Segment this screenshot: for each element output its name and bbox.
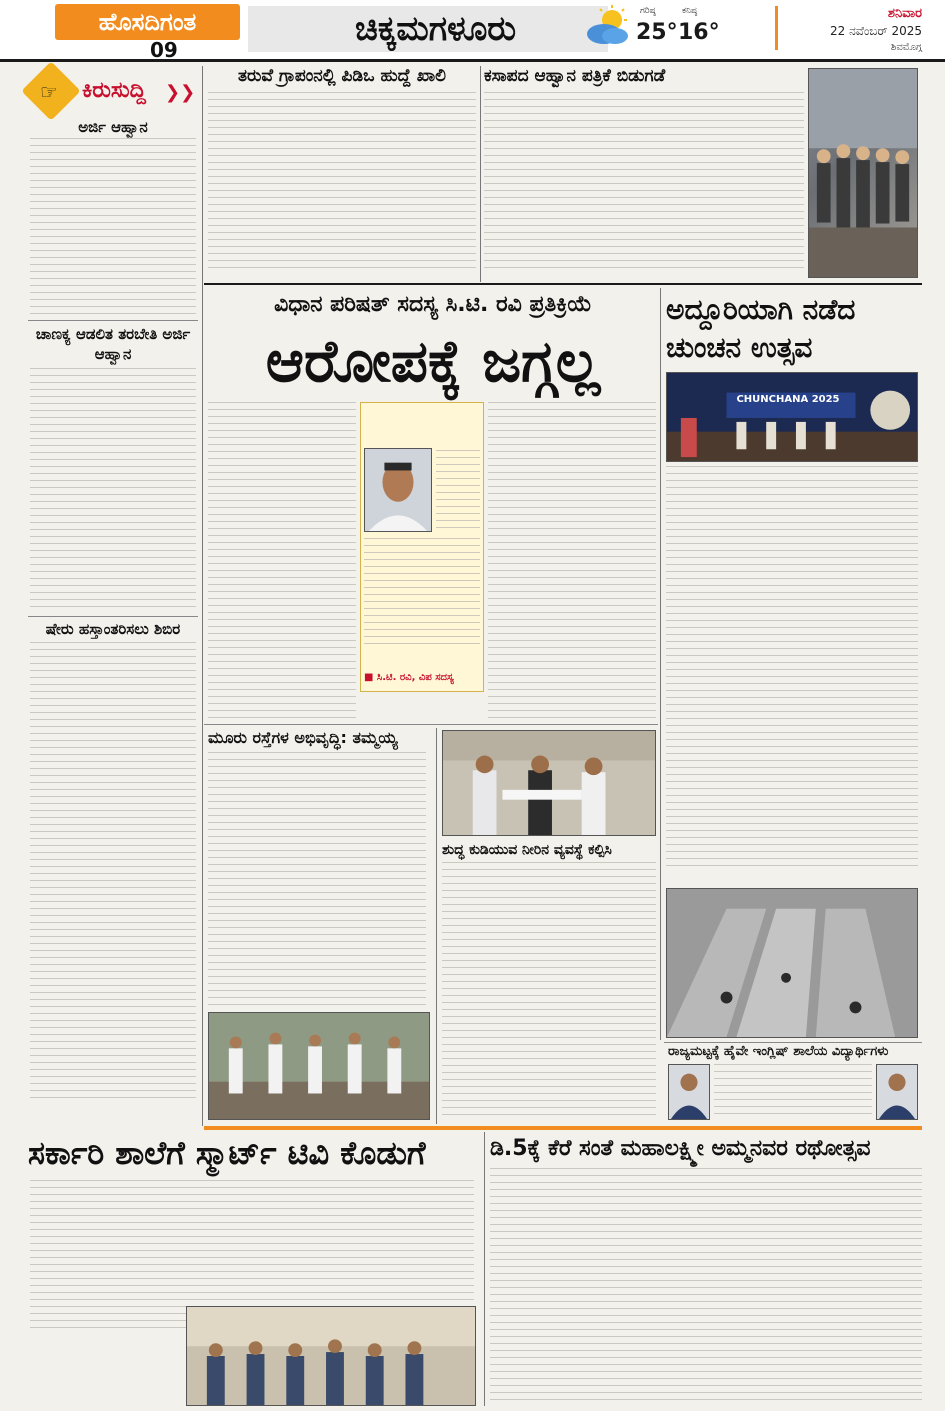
chunchana-headline-1: ಅದ್ದೂರಿಯಾಗಿ ನಡೆದ	[666, 293, 856, 326]
brief-body	[30, 368, 196, 612]
divider	[28, 616, 198, 617]
quote-side-lines	[436, 450, 480, 530]
rathotsava-body	[490, 1168, 922, 1406]
column-rule	[480, 66, 481, 282]
kasapa-headline: ಕಸಾಪದ ಆಹ್ವಾನ ಪತ್ರಿಕೆ ಬಿಡುಗಡೆ	[484, 66, 666, 86]
roads-photo	[208, 1012, 430, 1120]
brief-body	[30, 642, 196, 1102]
date-divider	[775, 6, 778, 50]
logo-text: ಹೊಸದಿಗಂತ	[98, 8, 197, 36]
brief-headline: ಷೇರು ಹಸ್ತಾಂತರಿಸಲು ಶಿಬಿರ	[45, 620, 181, 638]
brief-body	[30, 138, 196, 318]
section-divider	[204, 283, 922, 285]
city: ಶಿವಮೊಗ್ಗ	[890, 42, 922, 53]
quote-lines	[364, 538, 480, 648]
lead-body	[208, 402, 356, 720]
student-photo	[876, 1064, 918, 1120]
quote-attribution: ■ ಸಿ.ಟಿ. ರವಿ, ವಿಪ ಸದಸ್ಯ	[364, 672, 454, 683]
divider	[204, 724, 658, 725]
ct-ravi-photo	[364, 448, 432, 532]
page-number: 09	[150, 38, 178, 62]
rathotsava-headline: ಡಿ.5ಕ್ಕೆ ಕೆರೆ ಸಂತೆ ಮಹಾಲಕ್ಷ್ಮೀ ಅಮ್ಮನವರ ರಥೋತ್ಸವ	[490, 1136, 871, 1161]
student-photo	[668, 1064, 710, 1120]
water-body	[442, 862, 656, 1120]
issue-date: 22 ನವೆಂಬರ್ 2025	[830, 24, 922, 38]
temp-high: 25°	[636, 20, 678, 45]
state-level-headline: ರಾಜ್ಯಮಟ್ಟಕ್ಕೆ ಹೈವೇ ಇಂಗ್ಲಿಷ್ ಶಾಲೆಯ ವಿದ್ಯಾರ್ಥಿಗಳು	[668, 1044, 889, 1059]
bottom-accent-bar	[204, 1126, 922, 1130]
temp-low-label: ಕನಿಷ್ಠ	[682, 6, 698, 16]
temp-high-label: ಗರಿಷ್ಠ	[640, 6, 656, 16]
column-rule	[484, 1132, 485, 1406]
kasapa-body	[484, 92, 804, 272]
column-rule	[202, 66, 203, 1126]
divider	[28, 320, 198, 321]
kiru-suddi-title: ಕಿರುಸುದ್ದಿ	[82, 78, 146, 103]
water-photo	[442, 730, 656, 836]
smart-tv-photo	[186, 1306, 476, 1406]
column-rule	[436, 728, 437, 1124]
sports-photo	[666, 888, 918, 1038]
column-rule	[660, 288, 661, 1040]
weekday: ಶನಿವಾರ	[887, 6, 922, 21]
brief-headline: ಚಾಣಕ್ಯ ಆಡಲಿತ ತರಬೇತಿ ಅರ್ಜಿ ಆಹ್ವಾನ	[35, 325, 191, 363]
pdo-body	[208, 92, 476, 272]
hand-glyph: ☞	[40, 80, 58, 104]
state-level-body	[714, 1064, 872, 1120]
smart-tv-headline: ಸರ್ಕಾರಿ ಶಾಲೆಗೆ ಸ್ಮಾರ್ಟ್ ಟಿವಿ ಕೊಡುಗೆ	[28, 1134, 426, 1172]
chunchana-headline-2: ಚುಂಚನ ಉತ್ಸವ	[666, 331, 813, 364]
kasapa-photo	[808, 68, 918, 278]
lead-kicker: ವಿಧಾನ ಪರಿಷತ್ ಸದಸ್ಯ ಸಿ.ಟಿ. ರವಿ ಪ್ರತಿಕ್ರಿಯೆ	[274, 292, 592, 317]
roads-headline: ಮೂರು ರಸ್ತೆಗಳ ಅಭಿವೃದ್ಧಿ: ತಮ್ಮಯ್ಯ	[208, 728, 398, 747]
roads-body	[208, 752, 426, 1006]
sun-cloud-icon	[582, 4, 632, 50]
lead-headline: ಆರೋಪಕ್ಕೆ ಜಗ್ಗಲ್ಲ	[265, 327, 601, 395]
brief-headline: ಅರ್ಜಿ ಆಹ್ವಾನ	[78, 118, 148, 136]
pdo-headline: ತರುವೆ ಗ್ರಾಪಂನಲ್ಲಿ ಪಿಡಿಒ ಹುದ್ದೆ ಖಾಲಿ	[238, 66, 446, 86]
chevron-right-icon: ❯❯	[165, 82, 196, 103]
chunchana-photo	[666, 372, 918, 462]
divider	[664, 1042, 922, 1043]
edition-title: ಚಿಕ್ಕಮಗಳೂರು	[355, 9, 517, 49]
temp-low: 16°	[678, 20, 720, 45]
lead-body	[488, 402, 656, 720]
water-headline: ಶುದ್ಧ ಕುಡಿಯುವ ನೀರಿನ ವ್ಯವಸ್ಥೆ ಕಲ್ಪಿಸಿ	[442, 842, 612, 858]
chunchana-banner: CHUNCHANA 2025	[736, 394, 840, 405]
newspaper-logo	[55, 4, 240, 40]
chunchana-body	[666, 466, 918, 866]
